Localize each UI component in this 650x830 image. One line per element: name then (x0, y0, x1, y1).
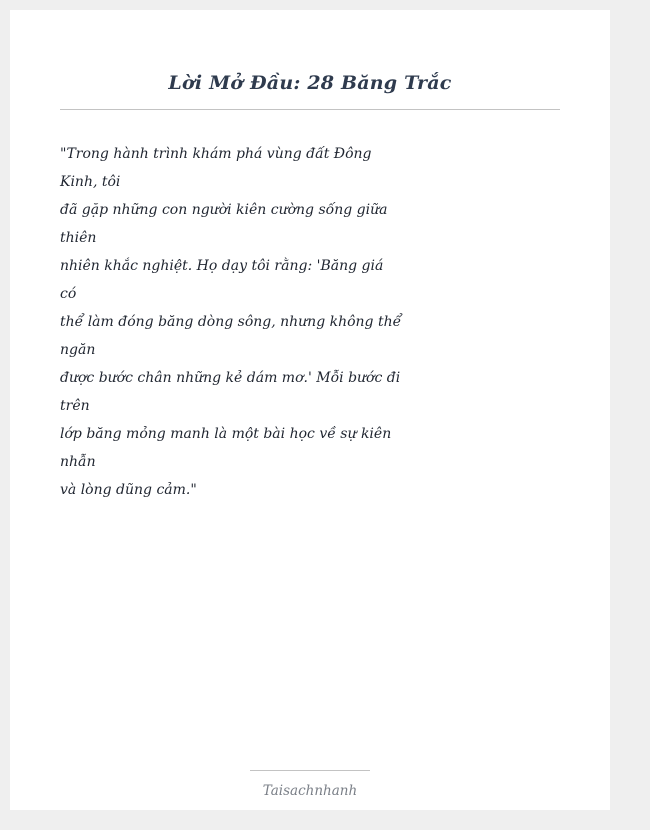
text-line: thiên (60, 230, 97, 246)
text-line: ngăn (60, 342, 96, 358)
text-line: "Trong hành trình khám phá vùng đất Đông (60, 146, 372, 162)
text-line: được bước chân những kẻ dám mơ.' Mỗi bước đi (60, 370, 401, 386)
text-line: Kinh, tôi (60, 174, 121, 190)
text-line: trên (60, 398, 90, 414)
text-line: nhẫn (60, 454, 96, 470)
text-line: đã gặp những con người kiên cường sống giữa (60, 202, 388, 218)
page-title: Lời Mở Đầu: 28 Băng Trắc (168, 72, 452, 94)
title-divider (60, 109, 560, 110)
text-line: nhiên khắc nghiệt. Họ dạy tôi rằng: 'Băng giá (60, 258, 384, 274)
footer-source: Taisachnhanh (262, 783, 358, 799)
text-line: có (60, 286, 77, 302)
footer-divider (250, 770, 370, 771)
text-line: lớp băng mỏng manh là một bài học về sự kiên (60, 426, 392, 442)
document-page (10, 10, 610, 810)
text-line: và lòng dũng cảm." (60, 482, 197, 498)
text-line: thể làm đóng băng dòng sông, nhưng không thể (60, 314, 402, 330)
body-paragraph (60, 140, 402, 504)
